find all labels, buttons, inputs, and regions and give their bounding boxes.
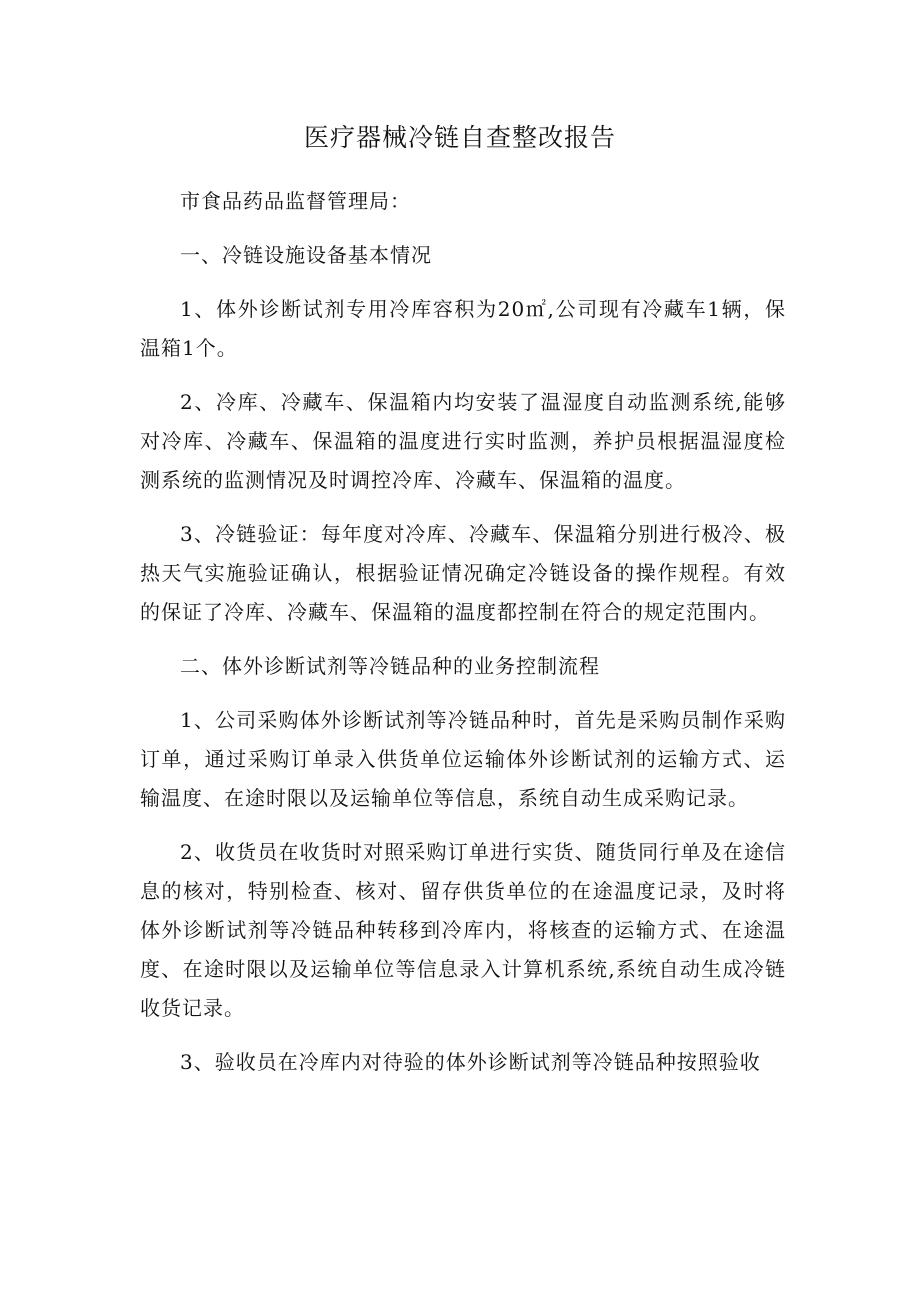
paragraph-purchasing: 1、公司采购体外诊断试剂等冷链品种时，首先是采购员制作采购订单，通过采购订单录入供货单位运输体外诊断试剂的运输方式、运输温度、在途时限以及运输单位等信息，系统自动生成采购记录。: [140, 708, 786, 810]
document-title: 医疗器械冷链自查整改报告: [303, 123, 616, 152]
addressee-line: 市食品药品监督管理局：: [180, 189, 411, 213]
paragraph-cold-storage-capacity: 1、体外诊断试剂专用冷库容积为20㎡,公司现有冷藏车1辆，保温箱1个。: [140, 297, 786, 360]
document-body: [140, 182, 786, 1082]
paragraph-cold-chain-validation: 3、冷链验证：每年度对冷库、冷藏车、保温箱分别进行极冷、极热天气实施验证确认，根据验证情况确定冷链设备的操作规程。有效的保证了冷库、冷藏车、保温箱的温度都控制在符合的规定范围内。: [140, 522, 786, 624]
paragraph-monitoring-system: 2、冷库、冷藏车、保温箱内均安装了温湿度自动监测系统,能够对冷库、冷藏车、保温箱的温度进行实时监测，养护员根据温湿度检测系统的监测情况及时调控冷库、冷藏车、保温箱的温度。: [140, 390, 786, 492]
section-heading-business-flow: 二、体外诊断试剂等冷链品种的业务控制流程: [180, 654, 600, 678]
paragraph-acceptance: 3、验收员在冷库内对待验的体外诊断试剂等冷链品种按照验收: [180, 1050, 761, 1074]
paragraph-receiving: 2、收货员在收货时对照采购订单进行实货、随货同行单及在途信息的核对，特别检查、核对、留存供货单位的在途温度记录，及时将体外诊断试剂等冷链品种转移到冷库内，将核查的运输方式、在途温度、在途时限以及运输单位等信息录入计算机系统,系统自动生成冷链收货记录。: [140, 840, 786, 1020]
section-heading-equipment: 一、冷链设施设备基本情况: [180, 243, 432, 267]
